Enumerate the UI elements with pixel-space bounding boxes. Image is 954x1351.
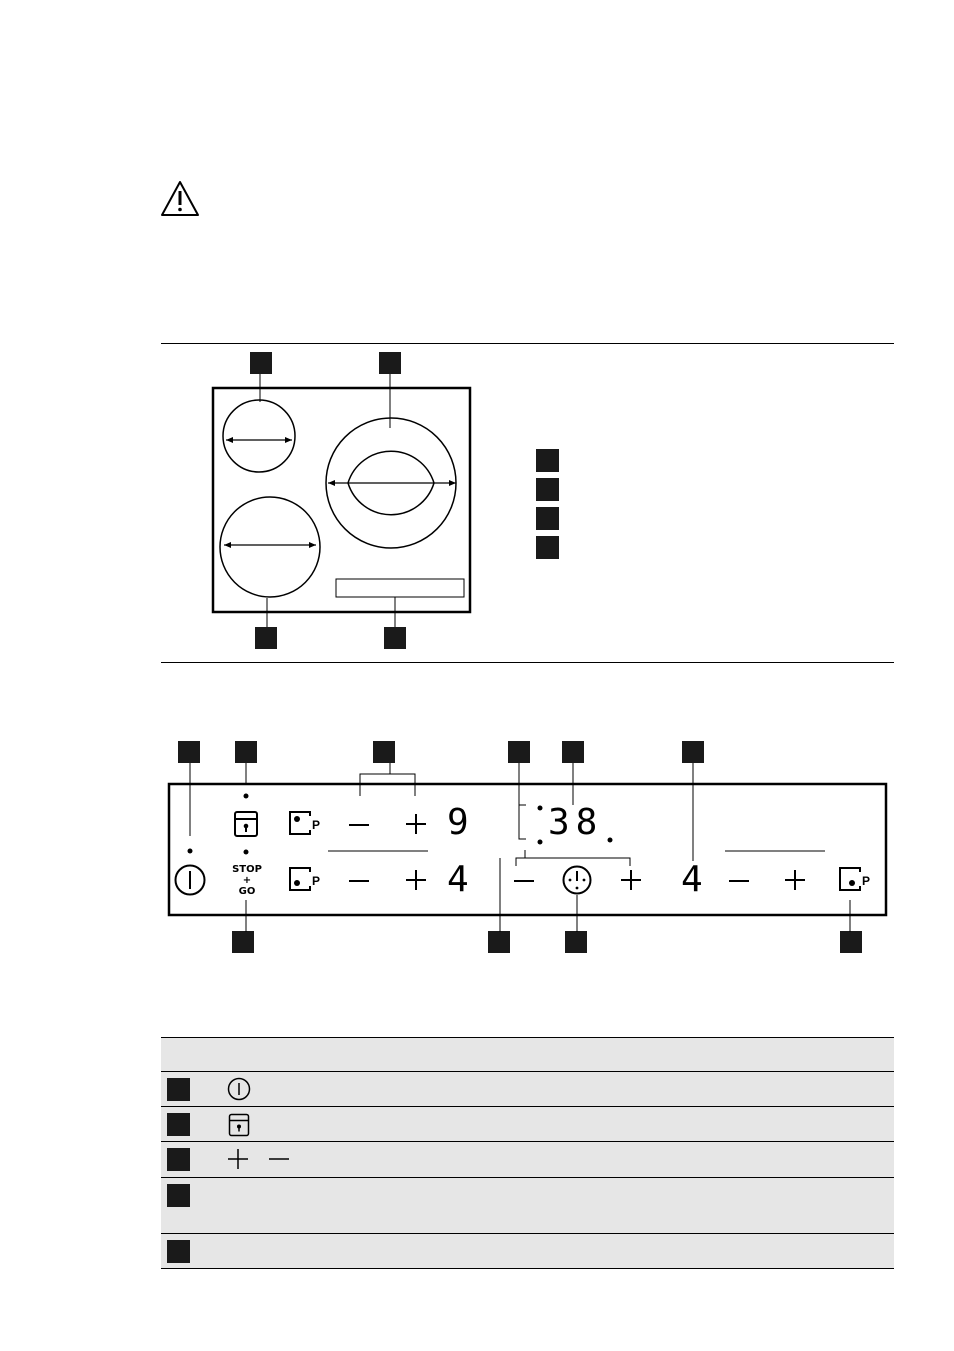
stop-go-button[interactable]	[227, 864, 267, 897]
legend-key	[536, 449, 559, 472]
timer-button[interactable]	[561, 864, 593, 896]
section-rule-bottom	[161, 662, 894, 663]
table-row	[161, 1142, 894, 1178]
go-label: GO	[238, 886, 256, 897]
minus-button-top-left[interactable]	[348, 816, 370, 834]
power-icon	[227, 1077, 251, 1101]
heat-setting-display-top-left: 9	[447, 802, 469, 843]
table-row	[161, 1234, 894, 1269]
timer-minus-button[interactable]	[513, 872, 535, 890]
plus-button-bottom-right[interactable]	[783, 868, 807, 892]
minus-button-bottom-right[interactable]	[728, 872, 750, 890]
table-row	[161, 1107, 894, 1142]
row-key	[167, 1113, 190, 1136]
cooking-surface-diagram	[200, 350, 490, 655]
powerboost-button-bottom-left[interactable]	[288, 866, 328, 894]
powerboost-p-label: P	[862, 874, 871, 888]
callout-key	[255, 627, 277, 649]
callout-key	[384, 627, 406, 649]
plus-icon	[227, 1148, 249, 1170]
table-row	[161, 1178, 894, 1234]
lock-icon	[228, 1113, 250, 1137]
row-key	[167, 1184, 190, 1207]
power-button[interactable]	[173, 863, 207, 897]
legend-key	[536, 536, 559, 559]
legend-key	[536, 478, 559, 501]
heat-setting-display-bottom-left: 4	[447, 859, 469, 900]
control-panel-diagram	[160, 760, 895, 935]
plus-button-top-left[interactable]	[404, 812, 428, 836]
powerboost-button-bottom-right[interactable]	[838, 866, 878, 894]
callout-key	[250, 352, 272, 374]
minus-icon	[268, 1148, 290, 1170]
warning-triangle-icon	[160, 180, 200, 218]
section-rule-top	[161, 343, 894, 344]
plus-button-bottom-left[interactable]	[404, 868, 428, 892]
minus-button-bottom-left[interactable]	[348, 872, 370, 890]
powerboost-button-top[interactable]	[288, 810, 328, 838]
powerboost-p-label: P	[312, 818, 321, 832]
lock-button[interactable]	[233, 810, 259, 838]
powerboost-p-label: P	[312, 874, 321, 888]
powerboost-icon	[288, 866, 312, 892]
timer-display: 38	[548, 802, 604, 843]
row-key	[167, 1240, 190, 1263]
row-key	[167, 1078, 190, 1101]
stop-go-plus: +	[242, 875, 252, 886]
powerboost-icon	[838, 866, 862, 892]
heat-setting-display-bottom-right: 4	[681, 859, 703, 900]
table-header-row	[161, 1038, 894, 1072]
timer-plus-button[interactable]	[619, 868, 643, 892]
powerboost-icon	[288, 810, 312, 836]
callout-key	[379, 352, 401, 374]
table-row	[161, 1072, 894, 1107]
legend-key	[536, 507, 559, 530]
row-key	[167, 1148, 190, 1171]
stop-label: STOP	[232, 864, 262, 875]
